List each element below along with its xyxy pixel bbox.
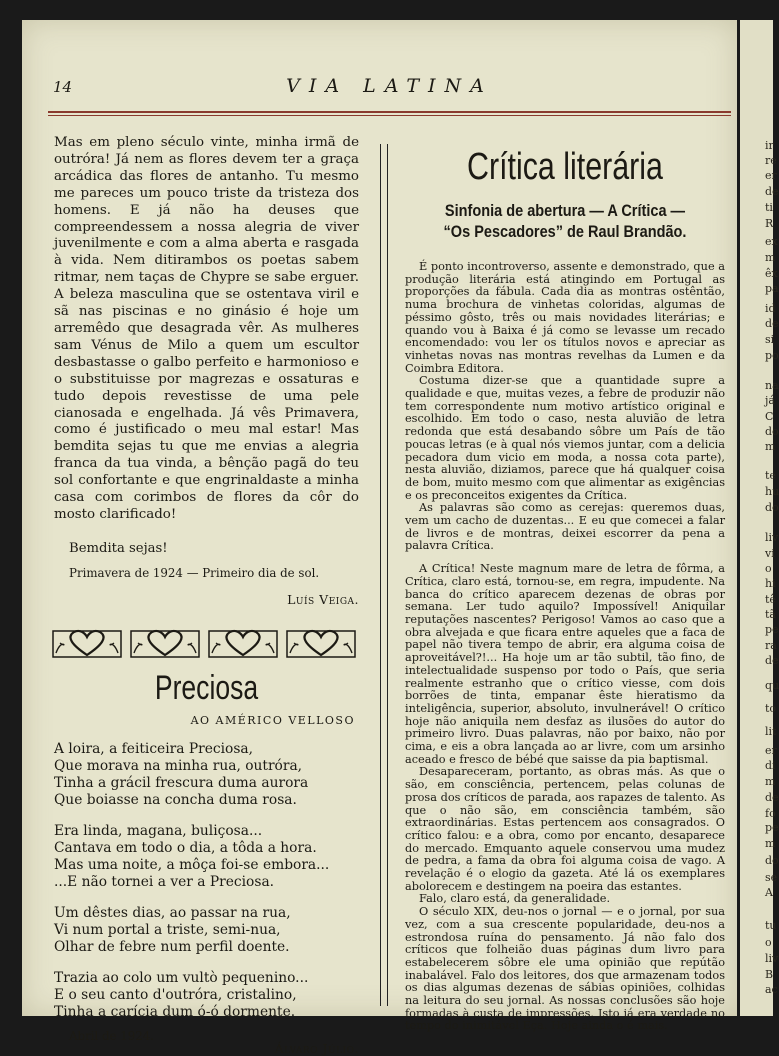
poem-line: Cantava em todo o dia, a tôda a hora. [54, 839, 317, 856]
heart-ornament [53, 631, 121, 657]
adjacent-page-fragment: tu [765, 919, 777, 932]
adjacent-page-fragment: o [765, 936, 772, 949]
article-paragraph: A Crítica! Neste magnum mare de letra de fôrma, a Crítica, claro está, tornou-se, em regra, impudente. Na banca do crítico aparecem dezenas de obras por semana. Ler tudo aquilo? Impossível! Aniquilar reputações nascentes? Perigoso! Vamos ao caso que a obra alvejada e que ficara entre aqueles que a faca de papel não tivera tempo de abrir, era alguma coisa de aproveitável?!... Ha hoje um ar tão subtil, tão fino, de intelectualidade suspenso por todo o País, que seria realmente estranho que o crítico viesse, com dois borrões de tinta, empanar êste hieratismo da inteligência, superior, absoluto, invulnerável! O crítico hoje não aniquila nem desfaz as ilusões do autor do primeiro livro. Duas palavras, não por baixo, não por cima, e eis a obra lançada ao ar livre, com um arsinho aceado e fresco de bébé que saisse da pia baptismal. [405, 562, 725, 766]
adjacent-page-fragment: de [765, 791, 779, 804]
poem-line: A loira, a feiticeira Preciosa, [54, 740, 254, 757]
adjacent-page-fragment: ti [765, 201, 773, 214]
poem-line: Olhar de febre num perfil doente. [54, 938, 290, 955]
adjacent-page-fragment: êx [765, 267, 778, 280]
adjacent-page-fragment: na [765, 379, 779, 392]
adjacent-page-fragment: vi [765, 547, 775, 560]
poem-stanza [54, 970, 359, 1021]
magazine-page [22, 20, 737, 1056]
essay-signature: Luís Veiga. [287, 591, 359, 607]
adjacent-page-fragment: de [765, 654, 779, 667]
adjacent-page-fragment: pa [765, 282, 779, 295]
article-paragraph: Falo, claro está, da generalidade. [419, 892, 611, 906]
poem-line: Vi num portal a triste, semi-nua, [54, 921, 281, 938]
adjacent-page-fragment: m [765, 775, 776, 788]
adjacent-page-fragment: m [765, 440, 776, 453]
poem-stanza [54, 905, 359, 956]
adjacent-page-fragment: si [765, 333, 775, 346]
adjacent-page-fragment: ac [765, 983, 778, 996]
article-paragraph: As palavras são como as cerejas: queremos duas, vem um cacho de duzentas... E eu que comecei a falar de livros e de montras, deixei escorrer da pena a palavra Crítica. [405, 501, 725, 553]
adjacent-page-fragment: do [765, 501, 779, 514]
article-paragraph: É ponto incontroverso, assente e demonstrado, que a produção literária está atingindo em Portugal as proporções da fábula. Cada dia as montras ostêntão, numa brochura de vinhetas coloridas, algumas de péssimo gôsto, três ou mais novidades literárias; e quando vou à Baixa é já como se levasse um recado encomendado: vou ler os títulos novos e apreciar as vinhetas novas nas montras revelhas da Lumen e da Coimbra Editora. [405, 260, 725, 375]
adjacent-page-fragment: liv [765, 952, 779, 965]
essay-dateline: Primavera de 1924 — Primeiro dia de sol. [69, 565, 320, 580]
adjacent-page-fragment: R [765, 217, 774, 230]
article-subtitle [424, 201, 706, 243]
adjacent-page-fragment: fo [765, 807, 776, 820]
adjacent-page-fragment: hu [765, 485, 779, 498]
magazine-title: VIA LATINA [286, 75, 493, 97]
adjacent-page-fragment: po [765, 349, 779, 362]
poem-stanza [54, 741, 359, 809]
heart-ornament [131, 631, 199, 657]
poem-line: Trazia ao colo um vultò pequenino... [54, 969, 309, 986]
adjacent-page-fragment: já [765, 394, 775, 407]
article-subtitle-line: Sinfonia de abertura — A Crítica — [444, 202, 686, 220]
right-column [405, 140, 725, 1033]
adjacent-page-fragment: qu [765, 679, 779, 692]
poem-line: E o seu canto d'outróra, cristalino, [54, 986, 297, 1003]
poem-line: Mas uma noite, a môça foi-se embora... [54, 856, 330, 873]
left-column [54, 135, 359, 1056]
adjacent-page-fragment: m [765, 837, 776, 850]
poem-line: Que morava na minha rua, outróra, [54, 757, 303, 774]
poem-line: Era linda, magana, buliçosa... [54, 822, 263, 839]
article-paragraph: Desapareceram, portanto, as obras más. As que o são, em consciência, pertencem, pelas colunas de prosa dos críticos de parada, aos rapazes de talento. As que o não são, em consciência também, são extraordinárias. Estas pertencem aos consagrados. O crítico falou: e a obra, como por encanto, desaparece do mercado. Emquanto aquele conservou uma mudez de pedra, a fama da obra foi alguma coisa de vago. A revelação é o elogio da gazeta. Até lá os exemplares abolorecem e destingem na poeira das estantes. [405, 765, 725, 893]
adjacent-page-fragment: C [765, 410, 774, 423]
adjacent-page-fragment: er [765, 169, 777, 182]
adjacent-page-fragment: pe [765, 821, 779, 834]
essay-closing: Bemdita sejas! [69, 540, 168, 556]
adjacent-page-fragment: m [765, 251, 776, 264]
adjacent-page-fragment: do [765, 854, 779, 867]
adjacent-page-fragment: ex [765, 235, 778, 248]
adjacent-page-fragment: lit [765, 725, 777, 738]
heart-ornament [209, 631, 277, 657]
adjacent-page-fragment: de [765, 317, 779, 330]
poem-dedication: AO AMÉRICO VELLOSO [190, 713, 355, 727]
header-rule [48, 111, 731, 113]
adjacent-page-fragment: ir [765, 139, 774, 152]
article-paragraph: O século XIX, deu-nos o jornal — e o jornal, por sua vez, com a sua crescente popularidade, deu-nos a estrondosa ruína do pensamento. Já não falo dos críticos que folheião duas páginas dum livro para estabelecerem sôbre ele uma opinião que repútão inabalável. Falo dos leitores, dos que armazenam todos os dias algumas dezenas de sábias opiniões, colhidas na leitura do seu jornal. As nossas conclusões são hoje formadas à custa de impressões. Isto já era verdade no tempo do inimitável Eça. Hoje ainda o é mais. [405, 905, 725, 1033]
adjacent-page-fragment: er [765, 744, 777, 757]
column-divider [380, 144, 388, 1006]
adjacent-page-fragment: hi [765, 577, 776, 590]
essay-text [54, 135, 359, 524]
poem-line: Que boiasse na concha duma rosa. [54, 791, 297, 808]
adjacent-page-fragment: liv [765, 531, 779, 544]
adjacent-page-fragment: ra [765, 639, 777, 652]
adjacent-page-fragment: id [765, 302, 776, 315]
heart-ornament-divider [48, 623, 366, 665]
poem-signature: Álvaro Júlio. [274, 1040, 359, 1056]
article-subtitle-line: “Os Pescadores” de Raul Brandão. [443, 223, 687, 241]
article-title: Crítica literária [467, 146, 663, 188]
poem-line: Tinha a carícia dum ó-ó dormente. [54, 1003, 296, 1020]
adjacent-page-fragment: pe [765, 623, 779, 636]
header-rule-thin [48, 115, 731, 116]
poem-title: Preciosa [154, 668, 259, 707]
poem-line: ...E não tornei a ver a Preciosa. [54, 873, 275, 890]
adjacent-page-fragment: to [765, 702, 777, 715]
page-number: 14 [53, 78, 73, 96]
adjacent-page-fragment: tã [765, 608, 776, 621]
essay-paragraph: Mas em pleno século vinte, minha irmã de outróra! Já nem as flores devem ter a graça arcádica das flores de antanho. Tu mesmo me pareces um pouco triste da tristeza dos homens. E já não ha deuses que compreendessem a nossa alegria de viver juvenilmente e com a alma aberta e rasgada à vida. Nem ditirambos os poetas sabem ritmar, nem taças de Chypre se sabe erguer. A beleza masculina que se ostentava viril e sã nas piscinas e no ginásio é hoje um arremêdo que desagrada vêr. As mulheres sam Vénus de Milo a quem um escultor desbastasse o galbo perfeito e harmonioso e o substituisse por magrezas e ossaturas e tudo depois revestisse de uma pele cianosada e engelhada. Já vês Primavera, como é justificado o meu mal estar! Mas bemdita sejas tu que me envias a alegria franca da tua vinda, a bênção pagã do teu sol confortante e que engrinaldaste a minha casa com corimbos de flores da côr do mosto clarificado! [54, 135, 359, 522]
running-head [22, 72, 737, 102]
poem-stanza [54, 823, 359, 891]
adjacent-page-fragment: o [765, 562, 772, 575]
adjacent-page-fragment: se [765, 871, 778, 884]
poem-line: Um dêstes dias, ao passar na rua, [54, 904, 291, 921]
poem-body [54, 741, 359, 1021]
article-text [405, 261, 725, 1033]
adjacent-page-fragment: do [765, 425, 779, 438]
adjacent-page-fragment: A [765, 886, 773, 899]
article-paragraph: Costuma dizer-se que a quantidade supre a qualidade e que, muitas vezes, a febre de produzir não tem correspondente num motivo artístico original e escolhido. Em todo o caso, nesta aluvião de letra redonda que está desabando sôbre um País de tão poucas letras (e à qual nós viemos juntar, com a delicia pecadora dum vicio em moda, a nossa cota parte), nesta aluvião, diziamos, parece que há qualquer coisa de bom, muito mesmo com que alimentar as exigências e os preconceitos exigentes da Crítica. [405, 374, 725, 502]
adjacent-page-fragment: B [765, 968, 774, 981]
adjacent-page-fragment: di [765, 759, 776, 772]
adjacent-page-fragment: te [765, 469, 776, 482]
poem-line: Tinha a grácil frescura duma aurora [54, 774, 309, 791]
adjacent-page-fragment: re [765, 154, 777, 167]
adjacent-page-edge [740, 20, 779, 1016]
heart-ornament [287, 631, 355, 657]
adjacent-page-fragment: tê [765, 593, 776, 606]
adjacent-page-fragment: de [765, 185, 779, 198]
poem-date: Abril de 1924. [69, 1028, 155, 1043]
